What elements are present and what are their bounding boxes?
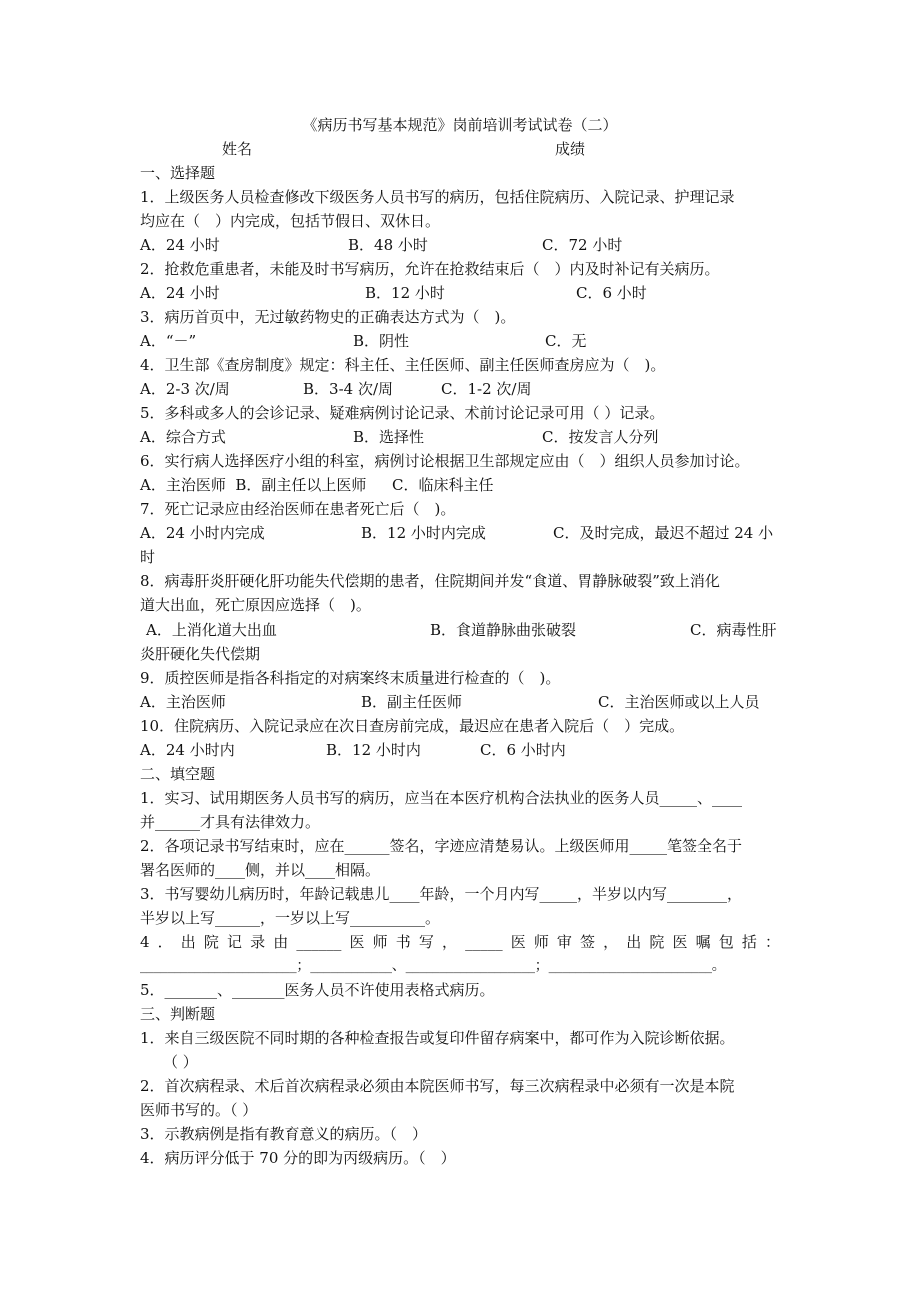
question-8-text-cont: 道大出血，死亡原因应选择（ )。 (140, 596, 371, 614)
score-label: 成绩 (555, 140, 586, 158)
judge-1-text-cont: （ ） (163, 1053, 198, 1071)
fill-2-text-cont: 署名医师的____侧，并以____相隔。 (140, 861, 381, 879)
question-1-text-cont: 均应在（ ）内完成，包括节假日、双休日。 (140, 212, 441, 230)
question-3-option-c: C．无 (545, 332, 587, 350)
judge-4-text: 4．病历评分低于 70 分的即为丙级病历。（ ） (140, 1149, 456, 1167)
question-10-option-a: A．24 小时内 (140, 741, 235, 759)
fill-1-text: 1．实习、试用期医务人员书写的病历，应当在本医疗机构合法执业的医务人员_____、____ (140, 789, 743, 807)
question-1-option-c: C．72 小时 (542, 236, 623, 254)
question-4-text: 4．卫生部《查房制度》规定：科主任、主任医师、副主任医师查房应为（ )。 (140, 356, 666, 374)
question-5-option-c: C．按发言人分列 (542, 428, 659, 446)
question-5-option-b: B．选择性 (353, 428, 425, 446)
question-4-option-b: B．3-4 次/周 (303, 380, 394, 398)
fill-1-text-cont: 并______才具有法律效力。 (140, 813, 321, 831)
question-6-text: 6．实行病人选择医疗小组的科室，病例讨论根据卫生部规定应由（ ）组织人员参加讨论。 (140, 452, 750, 470)
fill-3-text-cont: 半岁以上写______，一岁以上写__________。 (140, 909, 441, 927)
section-heading-judge: 三、判断题 (140, 1005, 216, 1023)
judge-2-text-cont: 医师书写的。（ ） (140, 1101, 258, 1119)
judge-3-text: 3．示教病例是指有教育意义的病历。（ ） (140, 1125, 428, 1143)
name-label: 姓名 (222, 140, 253, 158)
question-6-option-c: C．临床科主任 (392, 476, 494, 494)
question-4-option-a: A．2-3 次/周 (140, 380, 230, 398)
fill-3-text: 3．书写婴幼儿病历时，年龄记载患儿____年龄，一个月内写_____，半岁以内写________， (140, 885, 743, 903)
question-1-option-a: A．24 小时 (140, 236, 220, 254)
question-9-option-a: A．主治医师 (140, 693, 226, 711)
question-8-option-b: B．食道静脉曲张破裂 (430, 621, 577, 639)
question-3-option-b: B．阴性 (353, 332, 410, 350)
question-10-option-c: C．6 小时内 (480, 741, 566, 759)
judge-2-text: 2．首次病程录、术后首次病程录必须由本院医师书写，每三次病程录中必须有一次是本院 (140, 1077, 735, 1095)
question-9-option-b: B．副主任医师 (361, 693, 463, 711)
question-8-option-c-cont: 炎肝硬化失代偿期 (140, 645, 261, 663)
question-8-option-c: C．病毒性肝 (690, 621, 777, 639)
question-1-option-b: B．48 小时 (348, 236, 428, 254)
question-8-text: 8．病毒肝炎肝硬化肝功能失代偿期的患者，住院期间并发“食道、胃静脉破裂”致上消化 (140, 572, 720, 590)
question-9-text: 9．质控医师是指各科指定的对病案终末质量进行检查的（ )。 (140, 669, 561, 687)
question-9-option-c: C．主治医师或以上人员 (598, 693, 760, 711)
question-7-option-a: A．24 小时内完成 (140, 524, 265, 542)
question-10-text: 10．住院病历、入院记录应在次日查房前完成，最迟应在患者入院后（ ）完成。 (140, 717, 685, 735)
section-heading-choice: 一、选择题 (140, 164, 216, 182)
question-2-option-c: C．6 小时 (576, 284, 647, 302)
fill-5-text: 5．_______、_______医务人员不许使用表格式病历。 (140, 981, 495, 999)
section-heading-fill: 二、填空题 (140, 765, 216, 783)
question-3-text: 3．病历首页中，无过敏药物史的正确表达方式为（ )。 (140, 308, 516, 326)
question-7-option-c: C．及时完成，最迟不超过 24 小 (553, 524, 774, 542)
question-7-text: 7．死亡记录应由经治医师在患者死亡后（ )。 (140, 500, 456, 518)
exam-title: 《病历书写基本规范》岗前培训考试试卷（二） (302, 116, 618, 134)
question-6-option-ab: A．主治医师 B．副主任以上医师 (140, 476, 367, 494)
question-2-option-a: A．24 小时 (140, 284, 220, 302)
question-8-option-a: A．上消化道大出血 (146, 621, 277, 639)
question-10-option-b: B．12 小时内 (326, 741, 421, 759)
judge-1-text: 1．来自三级医院不同时期的各种检查报告或复印件留存病案中，都可作为入院诊断依据。 (140, 1029, 735, 1047)
question-5-text: 5．多科或多人的会诊记录、疑难病例讨论记录、术前讨论记录可用（ ）记录。 (140, 404, 665, 422)
question-2-text: 2．抢救危重患者，未能及时书写病历，允许在抢救结束后（ ）内及时补记有关病历。 (140, 260, 720, 278)
fill-2-text: 2．各项记录书写结束时，应在______签名，字迹应清楚易认。上级医师用_____笔签全名于 (140, 837, 743, 855)
fill-4-text: 4．出院记录由______医师书写，_____医师审签，出院医嘱包括： (140, 933, 780, 951)
question-1-text: 1．上级医务人员检查修改下级医务人员书写的病历，包括住院病历、入院记录、护理记录 (140, 188, 735, 206)
question-7-option-b: B．12 小时内完成 (361, 524, 486, 542)
fill-4-text-cont: _______________________；____________、___________________；________________________。 (140, 958, 726, 974)
question-4-option-c: C．1-2 次/周 (441, 380, 532, 398)
question-3-option-a: A．“－” (140, 332, 197, 350)
question-2-option-b: B．12 小时 (365, 284, 445, 302)
question-7-option-c-cont: 时 (140, 548, 156, 566)
question-5-option-a: A．综合方式 (140, 428, 226, 446)
